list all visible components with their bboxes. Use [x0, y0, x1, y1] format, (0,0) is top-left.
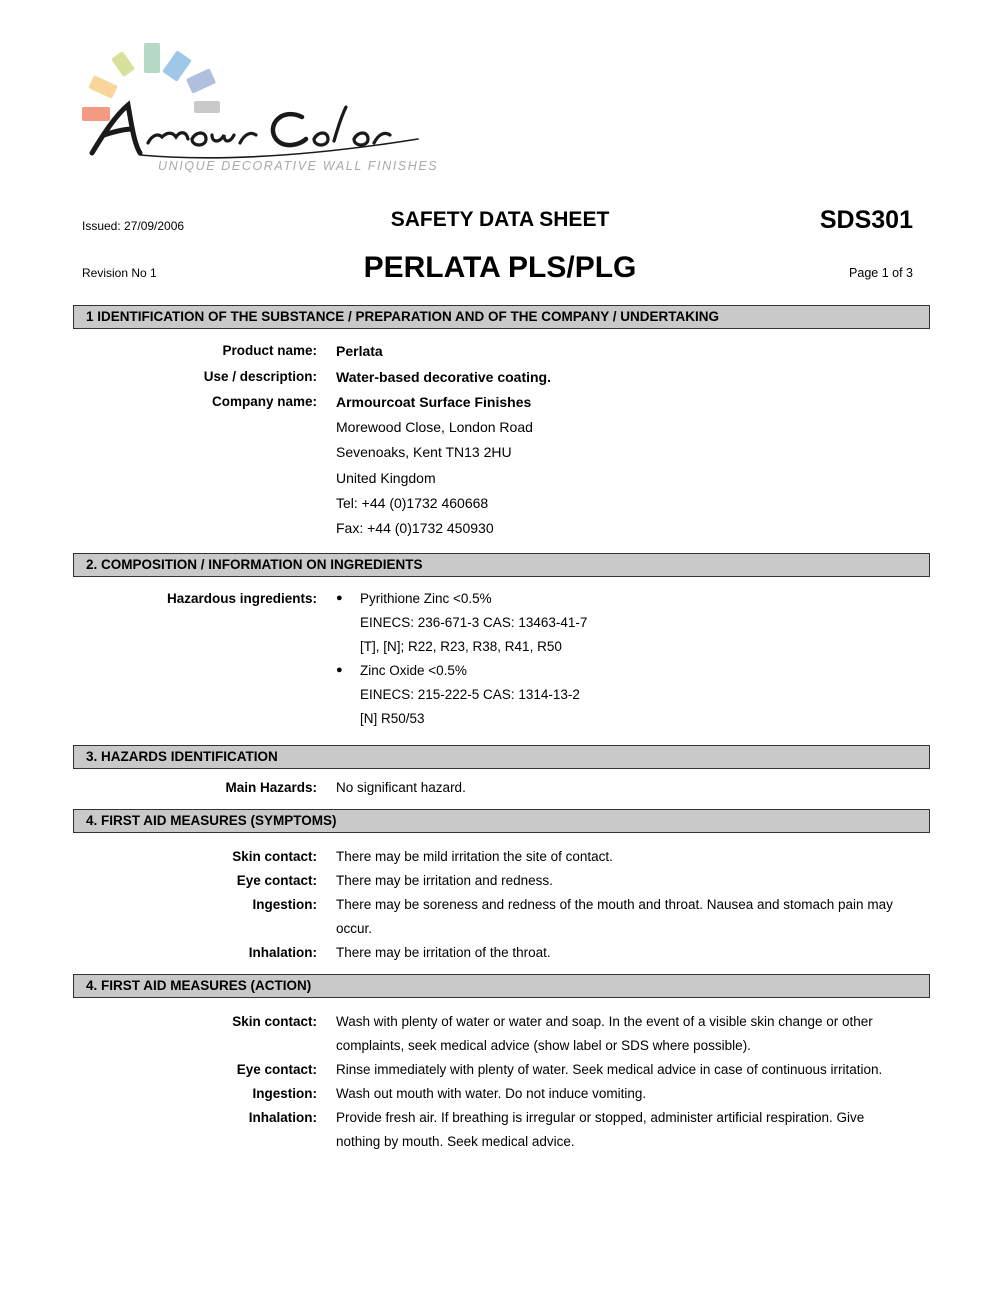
logo-swatch-7	[194, 101, 220, 113]
address-line: Morewood Close, London Road	[336, 419, 533, 435]
section-4-symptoms-header: 4. FIRST AID MEASURES (SYMPTOMS)	[73, 809, 930, 833]
inhalation-value-cont: nothing by mouth. Seek medical advice.	[336, 1134, 575, 1149]
logo-wordmark-olor	[314, 107, 390, 145]
inhalation-label: Inhalation:	[248, 945, 317, 960]
company-name-value: Armourcoat Surface Finishes	[336, 394, 532, 410]
page-number: Page 1 of 3	[849, 266, 913, 280]
skin-contact-label: Skin contact:	[232, 1014, 317, 1029]
section-4-action-header: 4. FIRST AID MEASURES (ACTION)	[73, 974, 930, 998]
address-line: United Kingdom	[336, 470, 436, 486]
bullet-icon: ●	[336, 664, 343, 676]
sds-code: SDS301	[819, 206, 913, 234]
main-hazards-value: No significant hazard.	[336, 780, 466, 795]
ingestion-label: Ingestion:	[252, 1086, 317, 1101]
revision-number: Revision No 1	[82, 266, 157, 280]
skin-contact-label: Skin contact:	[232, 849, 317, 864]
logo-wordmark-c	[273, 114, 306, 145]
ingestion-label: Ingestion:	[252, 897, 317, 912]
company-logo	[70, 35, 450, 185]
inhalation-value: There may be irritation of the throat.	[336, 945, 551, 960]
product-name-label: Product name:	[222, 343, 317, 358]
eye-contact-value: Rinse immediately with plenty of water. Seek medical advice in case of continuous irritation.	[336, 1062, 883, 1077]
phone-line: Tel: +44 (0)1732 460668	[336, 495, 489, 511]
logo-wordmark	[92, 105, 418, 158]
eye-contact-value: There may be irritation and redness.	[336, 873, 553, 888]
ingredient-name: Zinc Oxide <0.5%	[360, 663, 467, 678]
fax-line: Fax: +44 (0)1732 450930	[336, 520, 494, 536]
inhalation-value: Provide fresh air. If breathing is irregular or stopped, administer artificial respiration. Give	[336, 1110, 865, 1125]
ingredient-risk: [T], [N]; R22, R23, R38, R41, R50	[360, 639, 562, 654]
logo-subtitle: UNIQUE DECORATIVE WALL FINISHES	[158, 159, 439, 173]
eye-contact-label: Eye contact:	[236, 873, 317, 888]
ingestion-value: Wash out mouth with water. Do not induce vomiting.	[336, 1086, 647, 1101]
eye-contact-label: Eye contact:	[236, 1062, 317, 1077]
logo-swatch-6	[186, 68, 216, 93]
section-1-header: 1 IDENTIFICATION OF THE SUBSTANCE / PREPARATION AND OF THE COMPANY / UNDERTAKING	[73, 305, 930, 329]
logo-swatch-4	[144, 43, 160, 73]
ingredient-risk: [N] R50/53	[360, 711, 425, 726]
logo-swatch-5	[162, 50, 192, 82]
ingredient-ids: EINECS: 236-671-3 CAS: 13463-41-7	[360, 615, 588, 630]
section-2-header: 2. COMPOSITION / INFORMATION ON INGREDIENTS	[73, 553, 930, 577]
skin-contact-value: There may be mild irritation the site of contact.	[336, 849, 613, 864]
hazardous-ingredients-label: Hazardous ingredients:	[166, 591, 317, 606]
logo-wordmark-rmour	[148, 133, 256, 145]
logo-graphic	[70, 35, 450, 160]
inhalation-label: Inhalation:	[248, 1110, 317, 1125]
logo-swatch-1	[82, 107, 110, 121]
use-description-label: Use / description:	[203, 369, 317, 384]
product-title: PERLATA PLS/PLG	[363, 251, 637, 284]
ingredient-name: Pyrithione Zinc <0.5%	[360, 591, 492, 606]
ingestion-value: There may be soreness and redness of the mouth and throat. Nausea and stomach pain may	[336, 897, 893, 912]
use-description-value: Water-based decorative coating.	[336, 369, 551, 385]
ingestion-value-cont: occur.	[336, 921, 373, 936]
main-hazards-label: Main Hazards:	[225, 780, 317, 795]
product-name-value: Perlata	[336, 343, 383, 359]
skin-contact-value-cont: complaints, seek medical advice (show label or SDS where possible).	[336, 1038, 751, 1053]
logo-swatch-2	[88, 75, 117, 99]
company-name-label: Company name:	[211, 394, 317, 409]
skin-contact-value: Wash with plenty of water or water and soap. In the event of a visible skin change or other	[336, 1014, 873, 1029]
logo-swatch-3	[111, 51, 135, 77]
issued-date: Issued: 27/09/2006	[82, 219, 185, 233]
ingredient-ids: EINECS: 215-222-5 CAS: 1314-13-2	[360, 687, 580, 702]
bullet-icon: ●	[336, 592, 343, 604]
logo-color-swatches	[82, 43, 220, 121]
section-3-header: 3. HAZARDS IDENTIFICATION	[73, 745, 930, 769]
address-line: Sevenoaks, Kent TN13 2HU	[336, 444, 512, 460]
sheet-title: SAFETY DATA SHEET	[390, 208, 610, 231]
